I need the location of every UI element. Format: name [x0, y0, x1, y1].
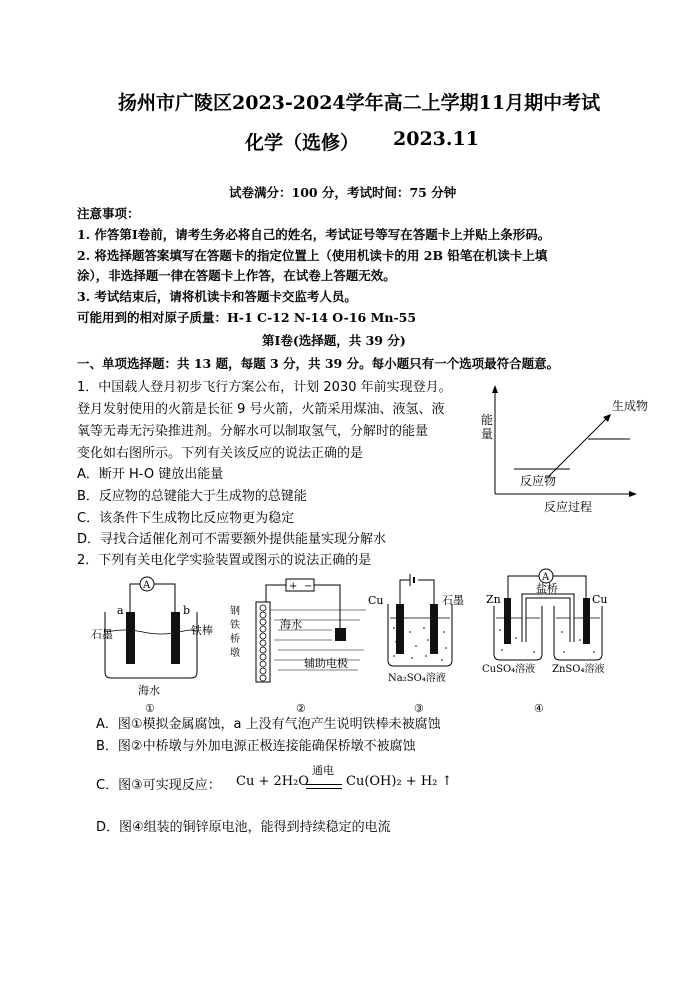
q2-option-c-right: Cu(OH)₂ + H₂ ↑ [346, 774, 453, 789]
cu-label: Cu [368, 594, 384, 607]
pier-label-3: 桥 [230, 634, 240, 645]
q2-option-a: A．图①模拟金属腐蚀，a 上没有气泡产生说明铁棒未被腐蚀 [96, 717, 441, 732]
q2-option-b: B．图②中桥墩与外加电源正极连接能确保桥墩不被腐蚀 [96, 739, 416, 754]
figure-4 [480, 568, 620, 715]
q2-stem: 2．下列有关电化学实验装置或图示的说法正确的是 [77, 553, 372, 568]
notes-heading: 注意事项： [77, 206, 140, 221]
note-2-cont: 涂），非选择题一律在答题卡上作答，在试卷上答题无效。 [77, 268, 396, 283]
copper-electrode [583, 598, 590, 644]
subject-title: 化学（选修） [245, 132, 360, 154]
q2-option-d: D．图④组装的铜锌原电池，能得到持续稳定的电流 [96, 820, 391, 835]
cu-label: Cu [592, 593, 608, 606]
ammeter-label: A [143, 580, 151, 591]
zn-label: Zn [486, 593, 501, 606]
label-a: a [117, 604, 124, 617]
product-label: 生成物 [612, 399, 649, 413]
label-b: b [183, 604, 191, 617]
q1-line-1: 1．中国载人登月初步飞行方案公布，计划 2030 年前实现登月。 [77, 380, 452, 395]
note-2: 2. 将选择题答案填写在答题卡的指定位置上（使用机读卡的用 2B 铅笔在机读卡上填 [77, 248, 548, 263]
reaction-arrow [548, 417, 608, 477]
graphite-electrode [126, 612, 135, 664]
salt-bridge-inner [524, 596, 572, 642]
iron-electrode [171, 612, 180, 664]
q2-option-c-prefix: C．图③可实现反应： [96, 778, 221, 793]
bridge-pier [256, 602, 270, 682]
iron-label: 铁棒 [191, 624, 213, 637]
q1-line-2: 登月发射使用的火箭是长征 9 号火箭，火箭采用煤油、液氢、液 [77, 402, 445, 417]
q1-line-4: 变化如右图所示。下列有关该反应的说法正确的是 [77, 446, 364, 461]
caption-3: ③ [414, 702, 424, 715]
atomic-masses: 可能用到的相对原子质量：H-1 C-12 N-14 O-16 Mn-55 [77, 310, 417, 325]
seawater-label: 海水 [280, 618, 302, 631]
solution-dots [499, 629, 595, 653]
q1-option-b: B．反应物的总键能大于生成物的总键能 [77, 489, 307, 504]
q2-option-c-left: Cu + 2H₂O [236, 774, 309, 789]
solution-label: Na₂SO₄溶液 [388, 673, 446, 684]
q2-option-c-condition: 通电 [312, 764, 334, 777]
left-solution-label: CuSO₄溶液 [482, 664, 536, 675]
left-beaker [494, 606, 542, 660]
caption-4: ④ [534, 702, 544, 715]
x-axis-arrow [629, 491, 637, 497]
note-3: 3. 考试结束后，请将机读卡和答题卡交监考人员。 [77, 289, 357, 304]
right-solution-label: ZnSO₄溶液 [552, 664, 605, 675]
salt-bridge-outer [524, 596, 572, 642]
q1-option-a: A．断开 H-O 键放出能量 [77, 467, 224, 482]
graphite-label: 石墨 [91, 628, 113, 641]
plus-sign: + [289, 581, 298, 592]
caption-2: ② [296, 702, 306, 715]
y-axis-arrow [492, 385, 498, 393]
seawater-label: 海水 [138, 684, 160, 697]
graphite-electrode [430, 604, 438, 654]
q1-option-c: C．该条件下生成物比反应物更为稳定 [77, 511, 295, 526]
q1-option-d: D．寻找合适催化剂可不需要额外提供能量实现分解水 [77, 532, 387, 547]
wires [400, 580, 434, 605]
right-beaker [554, 606, 602, 660]
exam-title: 扬州市广陵区2023-2024学年高二上学期11月期中考试 [118, 92, 601, 114]
graphite-label: 石墨 [442, 594, 464, 607]
minus-sign: − [304, 581, 313, 592]
section-instruction: 一、单项选择题：共 13 题，每题 3 分，共 39 分。每小题只有一个选项最符合题意。 [77, 356, 560, 371]
figure-2 [228, 570, 368, 715]
figure-1 [91, 570, 225, 715]
wire [130, 584, 175, 618]
q1-line-3: 氧等无毒无污染推进剂。分解水可以制取氢气，分解时的能量 [77, 424, 429, 439]
figure-3 [366, 570, 486, 715]
pier-label-1: 钢 [230, 606, 240, 617]
pier-label-2: 铁 [230, 620, 240, 631]
zinc-electrode [504, 598, 511, 644]
auxiliary-electrode [335, 628, 346, 641]
equation-equals [306, 784, 342, 789]
exam-date: 2023.11 [393, 128, 479, 150]
copper-electrode [396, 604, 404, 654]
y-label-2: 量 [481, 427, 494, 441]
ammeter-label: A [542, 572, 550, 583]
reactant-label: 反应物 [520, 474, 557, 488]
pier-label-4: 墩 [230, 648, 240, 659]
salt-bridge-label: 盐桥 [536, 582, 558, 595]
beaker [105, 612, 197, 678]
x-axis-label: 反应过程 [544, 500, 593, 514]
water-surface [107, 630, 195, 634]
caption-1: ① [145, 702, 155, 715]
energy-diagram [470, 382, 650, 517]
note-1: 1. 作答第Ⅰ卷前，请考生务必将自己的姓名，考试证号等写在答题卡上并贴上条形码。 [77, 227, 551, 242]
aux-electrode-label: 辅助电极 [304, 657, 348, 670]
exam-info: 试卷满分：100 分，考试时间：75 分钟 [229, 185, 457, 200]
section-title: 第Ⅰ卷(选择题，共 39 分) [262, 333, 406, 348]
y-label-1: 能 [481, 413, 494, 427]
